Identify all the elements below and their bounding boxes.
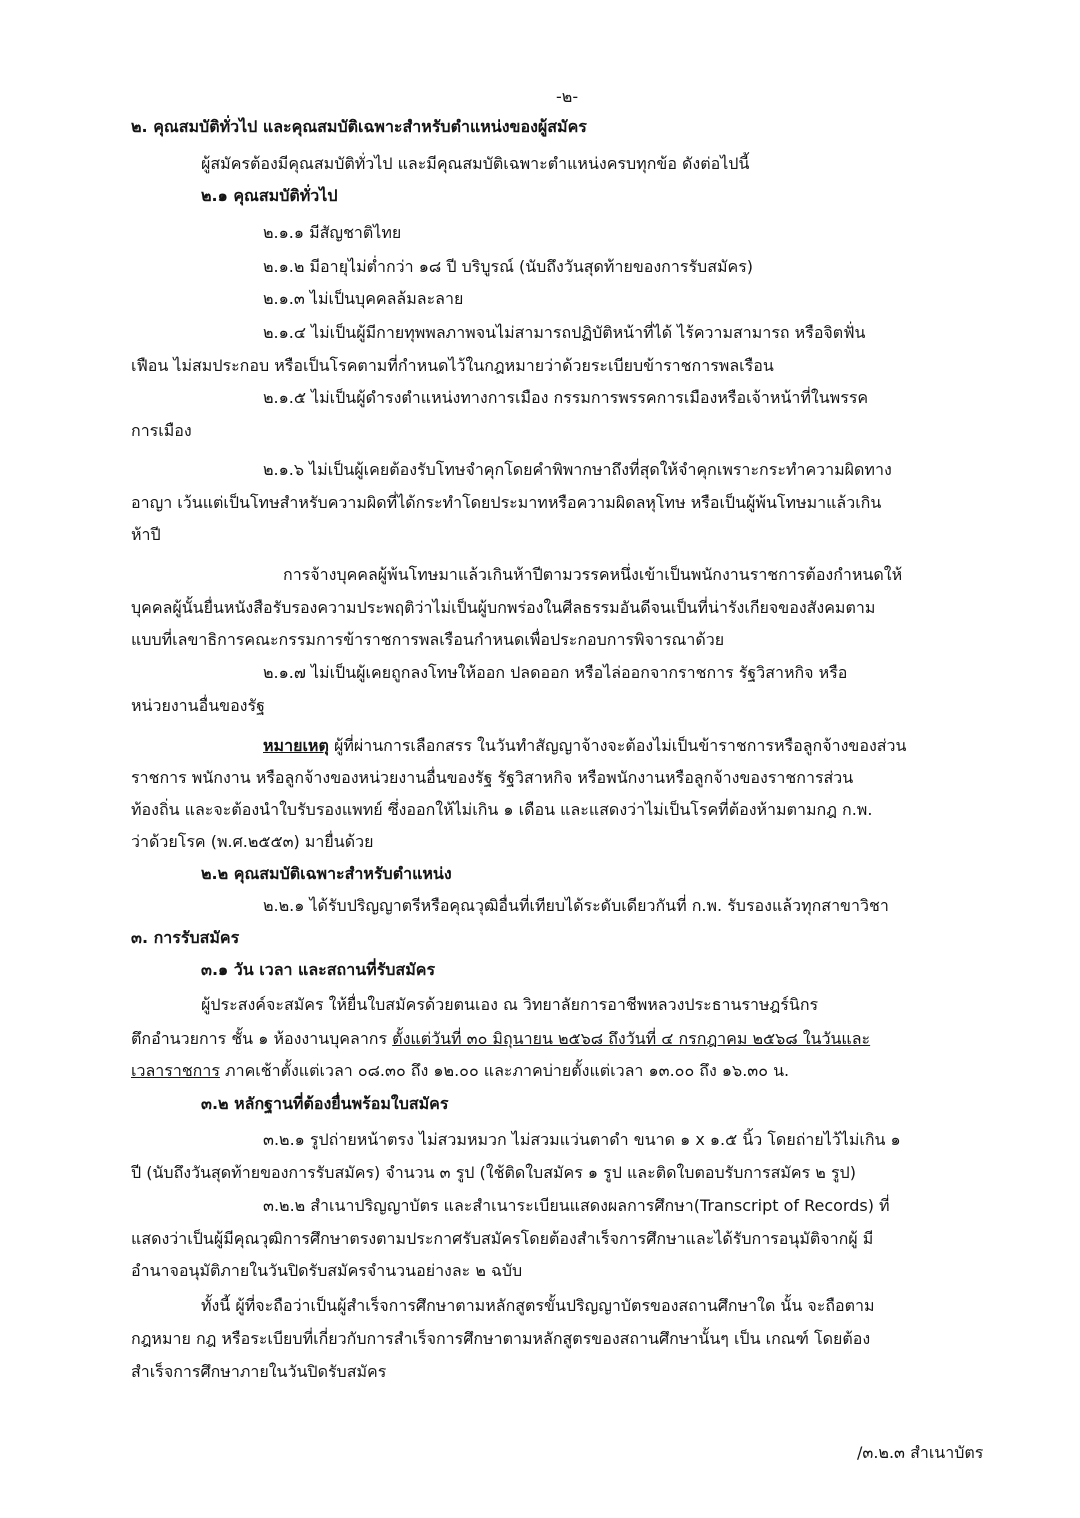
para-3-1-line-1: ผู้ประสงค์จะสมัคร ให้ยื่นใบสมัครด้วยตนเอง ณ วิทยาลัยการอาชีพหลวงประธานราษฎร์นิกร [201, 995, 819, 1014]
heading-2-2: ๒.๒ คุณสมบัติเฉพาะสำหรับตำแหน่ง [201, 864, 452, 883]
item-2-1-2: ๒.๑.๒ มีอายุไม่ต่ำกว่า ๑๘ ปี บริบูรณ์ (นับถึงวันสุดท้ายของการรับสมัคร) [263, 257, 754, 276]
heading-3-1: ๓.๑ วัน เวลา และสถานที่รับสมัคร [201, 960, 436, 979]
para-hire-line-1: การจ้างบุคคลผู้พ้นโทษมาแล้วเกินห้าปีตามวรรคหนึ่งเข้าเป็นพนักงานราชการต้องกำหนดให้ [283, 565, 903, 584]
continuation-marker: /๓.๒.๓ สำเนาบัตร [857, 1443, 984, 1462]
item-2-1-4-line-2: เฟือน ไม่สมประกอบ หรือเป็นโรคตามที่กำหนดไว้ในกฎหมายว่าด้วยระเบียบข้าราชการพลเรือน [131, 356, 774, 375]
para-final-line-2: กฎหมาย กฎ หรือระเบียบที่เกี่ยวกับการสำเร็จการศึกษาตามหลักสูตรของสถานศึกษานั้นๆ เป็น เกณฑ์ โดยต้อง [131, 1329, 871, 1348]
item-2-1-1: ๒.๑.๑ มีสัญชาติไทย [263, 223, 402, 242]
item-3-2-1-line-2: ปี (นับถึงวันสุดท้ายของการรับสมัคร) จำนวน ๓ รูป (ใช้ติดใบสมัคร ๑ รูป และติดใบตอบรับการสมัคร ๒ รูป) [131, 1163, 856, 1182]
para-3-1-line-3: เวลาราชการ ภาคเช้าตั้งแต่เวลา ๐๘.๓๐ ถึง ๑๒.๐๐ และภาคบ่ายตั้งแต่เวลา ๑๓.๐๐ ถึง ๑๖.๓๐ น. [131, 1061, 790, 1080]
item-3-2-2-line-2: แสดงว่าเป็นผู้มีคุณวุฒิการศึกษาตรงตามประกาศรับสมัครโดยต้องสำเร็จการศึกษาและได้รับการอนุมัติจากผู้ มี [131, 1229, 874, 1248]
para-3-1-line-2: ตึกอำนวยการ ชั้น ๑ ห้องงานบุคลากร ตั้งแต่วันที่ ๓๐ มิถุนายน ๒๕๖๘ ถึงวันที่ ๔ กรกฎาคม ๒๕๖๘ ในวันและ [131, 1029, 871, 1048]
item-2-1-4-line-1: ๒.๑.๔ ไม่เป็นผู้มีกายทุพพลภาพจนไม่สามารถปฏิบัติหน้าที่ได้ ไร้ความสามารถ หรือจิตฟั่น [263, 323, 866, 342]
item-2-1-5-line-1: ๒.๑.๕ ไม่เป็นผู้ดำรงตำแหน่งทางการเมือง กรรมการพรรคการเมืองหรือเจ้าหน้าที่ในพรรค [263, 388, 869, 407]
heading-section-3: ๓. การรับสมัคร [131, 928, 240, 947]
note-label: หมายเหตุ [263, 736, 329, 755]
heading-3-2: ๓.๒ หลักฐานที่ต้องยื่นพร้อมใบสมัคร [201, 1094, 449, 1113]
item-2-1-5-line-2: การเมือง [131, 421, 192, 440]
page-number: -๒- [556, 87, 579, 106]
note-line-4: ว่าด้วยโรค (พ.ศ.๒๕๕๓) มายื่นด้วย [131, 832, 374, 851]
item-2-1-7-line-2: หน่วยงานอื่นของรัฐ [131, 696, 265, 715]
application-period: ตั้งแต่วันที่ ๓๐ มิถุนายน ๒๕๖๘ ถึงวันที่ ๔ กรกฎาคม ๒๕๖๘ ในวันและ [392, 1029, 871, 1048]
heading-2-1: ๒.๑ คุณสมบัติทั่วไป [201, 186, 338, 205]
item-2-2-1: ๒.๒.๑ ได้รับปริญญาตรีหรือคุณวุฒิอื่นที่เทียบได้ระดับเดียวกันที่ ก.พ. รับรองแล้วทุกสาขาวิชา [263, 896, 889, 915]
item-2-1-6-line-3: ห้าปี [131, 525, 161, 544]
item-3-2-2-line-3: อำนาจอนุมัติภายในวันปิดรับสมัครจำนวนอย่างละ ๒ ฉบับ [131, 1261, 523, 1280]
para-final-line-1: ทั้งนี้ ผู้ที่จะถือว่าเป็นผู้สำเร็จการศึกษาตามหลักสูตรขั้นปริญญาบัตรของสถานศึกษาใด นั้น จะถือตาม [201, 1296, 875, 1315]
para-hire-line-2: บุคคลผู้นั้นยื่นหนังสือรับรองความประพฤติว่าไม่เป็นผู้บกพร่องในศีลธรรมอันดีจนเป็นที่น่ารังเกียจของสังคมตาม [131, 598, 876, 617]
heading-section-2: ๒. คุณสมบัติทั่วไป และคุณสมบัติเฉพาะสำหรับตำแหน่งของผู้สมัคร [131, 117, 587, 136]
note-line-1: หมายเหตุ ผู้ที่ผ่านการเลือกสรร ในวันทำสัญญาจ้างจะต้องไม่เป็นข้าราชการหรือลูกจ้างของส่วน [263, 736, 907, 755]
item-3-2-1-line-1: ๓.๒.๑ รูปถ่ายหน้าตรง ไม่สวมหมวก ไม่สวมแว่นตาดำ ขนาด ๑ x ๑.๕ นิ้ว โดยถ่ายไว้ไม่เกิน ๑ [263, 1130, 901, 1149]
note-line-3: ท้องถิ่น และจะต้องนำใบรับรองแพทย์ ซึ่งออกให้ไม่เกิน ๑ เดือน และแสดงว่าไม่เป็นโรคที่ต้องห้ามตามกฎ ก.พ. [131, 800, 873, 819]
para-hire-line-3: แบบที่เลขาธิการคณะกรรมการข้าราชการพลเรือนกำหนดเพื่อประกอบการพิจารณาด้วย [131, 630, 725, 649]
item-3-2-2-line-1: ๓.๒.๒ สำเนาปริญญาบัตร และสำเนาระเบียนแสดงผลการศึกษา(Transcript of Records) ที่ [263, 1196, 890, 1215]
para-final-line-3: สำเร็จการศึกษาภายในวันปิดรับสมัคร [131, 1362, 387, 1381]
item-2-1-3: ๒.๑.๓ ไม่เป็นบุคคลล้มละลาย [263, 289, 464, 308]
item-2-1-7-line-1: ๒.๑.๗ ไม่เป็นผู้เคยถูกลงโทษให้ออก ปลดออก หรือไล่ออกจากราชการ รัฐวิสาหกิจ หรือ [263, 663, 848, 682]
intro-section-2: ผู้สมัครต้องมีคุณสมบัติทั่วไป และมีคุณสมบัติเฉพาะตำแหน่งครบทุกข้อ ดังต่อไปนี้ [201, 154, 750, 173]
item-2-1-6-line-1: ๒.๑.๖ ไม่เป็นผู้เคยต้องรับโทษจำคุกโดยคำพิพากษาถึงที่สุดให้จำคุกเพราะกระทำความผิดทาง [263, 460, 892, 479]
item-2-1-6-line-2: อาญา เว้นแต่เป็นโทษสำหรับความผิดที่ได้กระทำโดยประมาทหรือความผิดลหุโทษ หรือเป็นผู้พ้นโทษมาแล้วเกิน [131, 493, 882, 512]
note-line-2: ราชการ พนักงาน หรือลูกจ้างของหน่วยงานอื่นของรัฐ รัฐวิสาหกิจ หรือพนักงานหรือลูกจ้างของราชการส่วน [131, 768, 854, 787]
office-hours: เวลาราชการ [131, 1061, 220, 1080]
